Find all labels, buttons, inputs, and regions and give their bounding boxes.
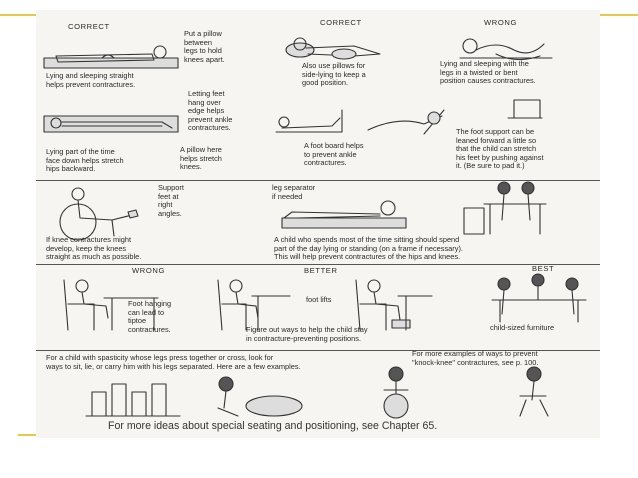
child-lying-straight-illustration xyxy=(42,40,182,74)
footer-note: For more ideas about special seating and positioning, see Chapter 65. xyxy=(108,420,438,432)
label-best: BEST xyxy=(532,264,555,273)
foot-support-box-illustration xyxy=(506,94,546,124)
caption-feet-hang: Letting feet hang over edge helps prevent ankle contractures. xyxy=(188,89,233,133)
caption-foot-support: The foot support can be leaned forward a little so that the child can stretch his feet by pushing against it. (Be sure to pad it.) xyxy=(456,127,544,171)
caption-face-down: Lying part of the time face down helps stretch hips backward. xyxy=(46,147,124,174)
label-wrong-2: WRONG xyxy=(132,266,165,275)
caption-side-lying: Also use pillows for side-lying to keep a good position. xyxy=(302,61,366,88)
child-on-log-illustration xyxy=(196,372,306,422)
child-lying-prone-illustration xyxy=(276,198,412,232)
children-at-table-illustration xyxy=(460,180,550,238)
caption-foot-hanging: Foot hanging can lead to tiptoe contractures. xyxy=(128,299,172,334)
children-small-furniture-illustration xyxy=(482,274,594,324)
child-carried-illustration xyxy=(506,366,566,422)
foot-board-illustration xyxy=(272,104,354,140)
footer-accent-line xyxy=(18,434,38,436)
label-correct-1: CORRECT xyxy=(68,22,110,31)
separated-legs-seat-illustration xyxy=(80,372,190,422)
section-divider-2 xyxy=(36,264,600,265)
label-wrong-1: WRONG xyxy=(484,18,517,27)
caption-leg-separator: leg separator if needed xyxy=(272,183,316,201)
caption-support-feet: Support feet at right angles. xyxy=(158,183,184,218)
caption-knock-knee: For more examples of ways to prevent "knock-knee" contractures, see p. 100. xyxy=(412,349,539,367)
label-better: BETTER xyxy=(304,266,338,275)
caption-foot-board: A foot board helps to prevent ankle contractures. xyxy=(304,141,364,168)
caption-child-sitting: A child who spends most of the time sitting should spend part of the day lying or standing (on a frame if necessary). This will help prevent contractures of the hips and knees. xyxy=(274,235,463,262)
caption-twisted: Lying and sleeping with the legs in a twisted or bent position causes contractures. xyxy=(440,59,536,86)
caption-knee-contractures: If knee contractures might develop, keep the knees straight as much as possible. xyxy=(46,235,142,262)
label-correct-2: CORRECT xyxy=(320,18,362,27)
caption-child-furniture: child-sized furniture xyxy=(490,323,555,332)
feet-against-board-illustration xyxy=(364,104,450,144)
scanned-page xyxy=(36,10,600,438)
child-on-ball-illustration xyxy=(366,366,426,422)
child-face-down-illustration xyxy=(42,110,182,140)
caption-lying-straight: Lying and sleeping straight helps prevent contractures. xyxy=(46,71,136,89)
caption-spasticity: For a child with spasticity whose legs press together or cross, look for ways to sit, lie, or carry him with his legs separated. Here are a few examples. xyxy=(46,353,301,371)
caption-pillow-knees: Put a pillow between legs to hold knees apart. xyxy=(184,29,225,64)
caption-pillow-here: A pillow here helps stretch knees. xyxy=(180,145,222,172)
caption-foot-lifts: foot lifts xyxy=(306,295,332,304)
caption-figure-out: Figure out ways to help the child stay in contracture-preventing positions. xyxy=(246,325,368,343)
